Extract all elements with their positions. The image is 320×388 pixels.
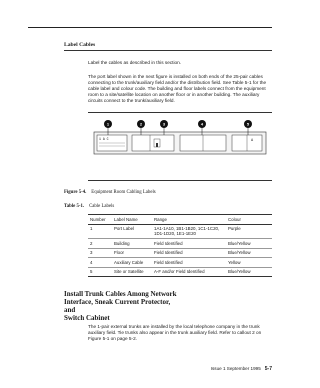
cell-label-name: Site or Satellite — [112, 267, 152, 276]
cell-label-name: Building — [112, 239, 152, 248]
site-label-text: A — [251, 138, 254, 142]
cell-label-name: Auxiliary Cable — [112, 258, 152, 267]
trunk-paragraph: The 1-pair external trunks are installed by the local telephone company in the trunk auxiliary field. Tie trunks also appear in the trunk auxiliary field. Refer to callout 2 on Figure 5-1 on page 5-2. — [88, 324, 262, 341]
svg-text:5: 5 — [246, 121, 250, 127]
page-footer — [0, 366, 272, 372]
heading-line: Install Trunk Cables Among Network — [64, 290, 177, 298]
svg-text:3: 3 — [162, 121, 166, 127]
table-row — [88, 267, 272, 276]
cell-number: 4 — [88, 258, 112, 267]
col-range: Range — [152, 215, 226, 225]
table-header-row — [88, 215, 272, 225]
table-row — [88, 224, 272, 239]
cell-colour: Blue/Yellow — [226, 239, 272, 248]
cell-colour: Blue/Yellow — [226, 267, 272, 276]
footer-issue: Issue 1 September 1995 — [210, 366, 261, 371]
cell-label-name: Floor — [112, 248, 152, 257]
figure-bottom-rule — [88, 180, 272, 181]
col-number: Number — [88, 215, 112, 225]
cell-number: 1 — [88, 224, 112, 239]
table-caption-text: Cable Labels — [89, 204, 115, 209]
header-rule — [28, 27, 272, 28]
cell-number: 5 — [88, 267, 112, 276]
cell-range: Field Identified — [152, 248, 226, 257]
cell-number: 3 — [88, 248, 112, 257]
heading-line: Switch Cabinet — [64, 314, 110, 322]
cell-number: 2 — [88, 239, 112, 248]
svg-text:4: 4 — [200, 121, 204, 127]
page-number: 5-7 — [264, 366, 272, 372]
section-title-rule — [64, 50, 272, 51]
figure-caption-text: Equipment Room Cabling Labels — [91, 190, 156, 195]
col-colour: Colour — [226, 215, 272, 225]
figure-top-rule — [88, 112, 272, 113]
table-row — [88, 239, 272, 248]
cell-range: A-F and/or Field Identified — [152, 267, 226, 276]
table-caption — [64, 204, 114, 209]
section-title: Label Cables — [64, 42, 96, 48]
port-label-paragraph: The port label shown in the next figure is installed on both ends of the 25-pair cables connecting to the trunk/auxiliary field and/or the distribution field. See Table 5-1 for the cable label and colour code. The building and floor labels connect from the equipment room to a site/satellite location on another floor or in another building. The auxiliary circuits connect to the trunk/auxiliary field. — [88, 74, 267, 103]
table-row — [88, 248, 272, 257]
heading-line: Interface, Sneak Current Protector, — [64, 298, 171, 306]
table-row — [88, 258, 272, 267]
table-caption-label: Table 5-1. — [64, 204, 85, 209]
building-floor-panel — [132, 135, 174, 151]
cabling-labels-figure — [88, 118, 272, 162]
cable-labels-table — [88, 214, 272, 277]
heading-line: and — [64, 306, 76, 314]
cell-label-name: Port Label — [112, 224, 152, 239]
port-label-text: 1 A C — [99, 137, 109, 141]
figure-caption — [64, 190, 156, 195]
svg-text:2: 2 — [139, 121, 143, 127]
cell-range: Field Identified — [152, 258, 226, 267]
cell-colour: Yellow — [226, 258, 272, 267]
intro-paragraph: Label the cables as described in this section. — [88, 60, 182, 65]
svg-text:1: 1 — [106, 121, 110, 127]
cell-colour: Blue/Yellow — [226, 248, 272, 257]
cell-range: 1A1-1A10, 1B1-1B20, 1C1-1C20, 1D1-1D20, 1E1-1E20 — [152, 224, 226, 239]
figure-caption-label: Figure 5-4. — [64, 190, 87, 195]
cell-colour: Purple — [226, 224, 272, 239]
section-heading-trunk-cables — [64, 290, 177, 322]
cell-range: Field Identified — [152, 239, 226, 248]
col-label-name: Label Name — [112, 215, 152, 225]
